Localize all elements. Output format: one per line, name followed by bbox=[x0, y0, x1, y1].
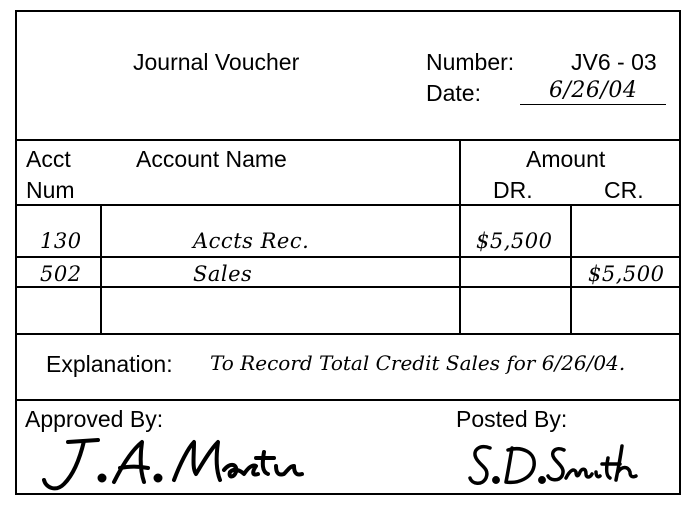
row1-account-name: Accts Rec. bbox=[193, 229, 310, 253]
approved-by-label: Approved By: bbox=[25, 406, 164, 432]
row2-acct: 502 bbox=[40, 262, 82, 286]
date-underline bbox=[520, 104, 666, 105]
col-account-name: Account Name bbox=[136, 146, 287, 172]
number-label: Number: bbox=[426, 49, 515, 75]
row2-credit: $5,500 bbox=[588, 262, 665, 286]
explanation-text: To Record Total Credit Sales for 6/26/04. bbox=[210, 351, 626, 375]
table-bottom-divider bbox=[15, 333, 681, 335]
voucher-title: Journal Voucher bbox=[133, 49, 300, 75]
number-value: JV6 - 03 bbox=[571, 49, 657, 75]
explanation-divider bbox=[15, 399, 681, 401]
acct-name-separator bbox=[100, 204, 102, 334]
col-amount: Amount bbox=[526, 146, 606, 172]
dr-cr-separator bbox=[570, 204, 572, 334]
row2-account-name: Sales bbox=[193, 262, 253, 286]
approved-signature bbox=[40, 434, 320, 494]
header-divider bbox=[15, 139, 681, 141]
col-acct-line2: Num bbox=[26, 177, 75, 203]
row1-acct: 130 bbox=[40, 229, 82, 253]
row1-debit: $5,500 bbox=[476, 229, 553, 253]
date-label: Date: bbox=[426, 80, 481, 106]
name-amount-separator bbox=[459, 139, 461, 334]
col-acct-line1: Acct bbox=[26, 146, 71, 172]
posted-by-label: Posted By: bbox=[456, 406, 568, 432]
posted-signature bbox=[466, 438, 646, 498]
explanation-label: Explanation: bbox=[46, 351, 173, 377]
col-debit: DR. bbox=[493, 177, 533, 203]
row-divider-1 bbox=[15, 256, 681, 258]
date-value: 6/26/04 bbox=[549, 78, 638, 103]
row-divider-2 bbox=[15, 286, 681, 288]
table-header-divider bbox=[15, 204, 681, 206]
col-credit: CR. bbox=[604, 177, 644, 203]
